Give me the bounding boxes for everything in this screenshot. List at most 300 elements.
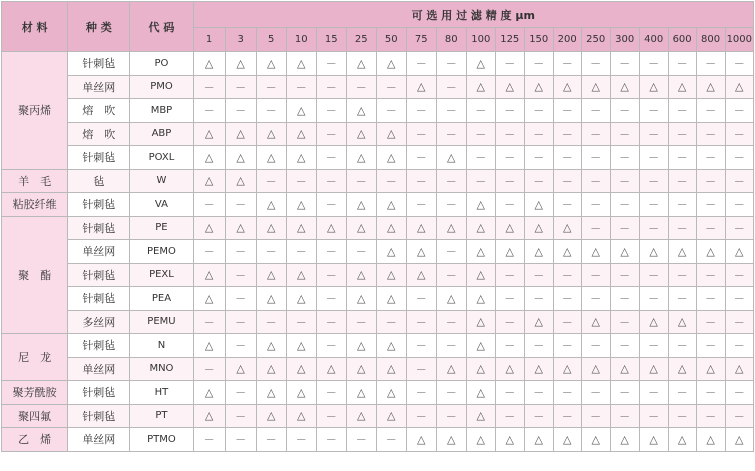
type-cell: 针刺毡 [68,52,130,76]
availability-cell: － [725,310,753,334]
availability-cell: － [610,99,639,123]
availability-cell: － [436,381,466,405]
availability-cell: － [524,99,553,123]
availability-cell: △ [346,334,376,358]
availability-cell: △ [524,216,553,240]
availability-cell: － [316,169,346,193]
availability-cell: － [524,404,553,428]
availability-cell: － [286,169,316,193]
availability-cell: △ [286,334,316,358]
precision-header-cell: 200 [553,28,581,52]
availability-cell: － [286,428,316,452]
availability-cell: － [316,287,346,311]
availability-cell: － [286,310,316,334]
availability-cell: － [406,169,436,193]
availability-cell: △ [436,146,466,170]
availability-cell: △ [286,99,316,123]
availability-cell: △ [524,357,553,381]
availability-cell: △ [524,428,553,452]
availability-cell: － [193,193,225,217]
availability-cell: － [725,381,753,405]
availability-cell: － [610,287,639,311]
availability-cell: △ [668,310,696,334]
availability-cell: － [524,52,553,76]
availability-cell: － [696,99,725,123]
availability-cell: △ [725,240,753,264]
availability-cell: － [406,146,436,170]
availability-cell: － [225,334,256,358]
precision-header-cell: 125 [495,28,524,52]
availability-cell: △ [696,75,725,99]
type-cell: 针刺毡 [68,263,130,287]
availability-cell: － [610,334,639,358]
availability-cell: △ [316,216,346,240]
availability-cell: － [581,169,610,193]
availability-cell: － [639,146,668,170]
availability-cell: － [316,240,346,264]
availability-cell: － [725,216,753,240]
availability-cell: △ [256,357,286,381]
availability-cell: △ [225,146,256,170]
availability-cell: － [668,146,696,170]
availability-cell: － [346,310,376,334]
availability-cell: － [553,334,581,358]
availability-cell: － [639,122,668,146]
availability-cell: △ [316,357,346,381]
availability-cell: △ [346,381,376,405]
availability-cell: － [436,404,466,428]
availability-cell: － [581,216,610,240]
availability-cell: △ [256,216,286,240]
availability-cell: △ [406,263,436,287]
availability-cell: － [610,310,639,334]
availability-cell: △ [225,169,256,193]
availability-cell: － [225,310,256,334]
type-cell: 单丝网 [68,75,130,99]
material-cell: 尼 龙 [2,334,68,381]
availability-cell: △ [346,263,376,287]
availability-cell: － [193,310,225,334]
availability-cell: △ [466,334,495,358]
availability-cell: △ [466,216,495,240]
availability-cell: △ [581,310,610,334]
availability-cell: － [376,169,406,193]
availability-cell: △ [639,240,668,264]
availability-cell: － [553,310,581,334]
availability-cell: △ [725,428,753,452]
availability-cell: △ [256,381,286,405]
availability-cell: － [466,122,495,146]
availability-cell: － [524,122,553,146]
availability-cell: △ [286,404,316,428]
code-cell: PEMO [130,240,193,264]
availability-cell: － [524,169,553,193]
availability-cell: － [316,381,346,405]
availability-cell: － [495,263,524,287]
availability-cell: － [610,122,639,146]
code-cell: MNO [130,357,193,381]
availability-cell: △ [436,216,466,240]
availability-cell: △ [406,216,436,240]
availability-cell: △ [610,357,639,381]
availability-cell: － [553,146,581,170]
availability-cell: △ [406,240,436,264]
availability-cell: － [316,146,346,170]
table-row [2,310,754,334]
availability-cell: － [639,99,668,123]
table-row [2,216,754,240]
table-row [2,428,754,452]
availability-cell: △ [696,428,725,452]
availability-cell: △ [553,240,581,264]
availability-cell: － [193,75,225,99]
availability-cell: － [256,75,286,99]
type-cell: 多丝网 [68,310,130,334]
availability-cell: － [696,404,725,428]
precision-header-cell: 150 [524,28,553,52]
filter-precision-table [1,1,754,452]
availability-cell: － [610,404,639,428]
precision-header-cell: 15 [316,28,346,52]
availability-cell: － [725,99,753,123]
code-cell: PTMO [130,428,193,452]
table-row [2,357,754,381]
availability-cell: － [553,122,581,146]
availability-cell: － [639,52,668,76]
table-row [2,404,754,428]
availability-cell: － [466,146,495,170]
availability-cell: － [376,310,406,334]
availability-cell: △ [376,287,406,311]
availability-cell: △ [256,193,286,217]
availability-cell: △ [639,310,668,334]
table-row [2,240,754,264]
availability-cell: － [668,216,696,240]
availability-cell: － [436,263,466,287]
availability-cell: △ [346,404,376,428]
availability-cell: － [316,52,346,76]
availability-cell: △ [466,310,495,334]
availability-cell: － [668,334,696,358]
availability-cell: － [610,169,639,193]
availability-cell: － [436,310,466,334]
availability-cell: － [316,75,346,99]
availability-cell: － [668,193,696,217]
availability-cell: － [553,404,581,428]
code-cell: PEMU [130,310,193,334]
availability-cell: － [406,381,436,405]
availability-cell: △ [466,287,495,311]
availability-cell: △ [193,122,225,146]
code-cell: PEXL [130,263,193,287]
availability-cell: － [406,287,436,311]
availability-cell: － [466,169,495,193]
type-cell: 针刺毡 [68,287,130,311]
availability-cell: － [696,334,725,358]
precision-header-cell: 600 [668,28,696,52]
availability-cell: △ [346,287,376,311]
precision-header-cell: 1000 [725,28,753,52]
availability-cell: △ [581,240,610,264]
availability-cell: － [193,357,225,381]
availability-cell: △ [639,357,668,381]
availability-cell: － [610,52,639,76]
availability-cell: － [668,381,696,405]
availability-cell: △ [376,216,406,240]
availability-cell: － [286,75,316,99]
availability-cell: △ [466,75,495,99]
availability-cell: － [256,169,286,193]
material-cell: 聚 酯 [2,216,68,334]
code-cell: PEA [130,287,193,311]
availability-cell: △ [668,357,696,381]
header-material: 材 料 [2,2,68,52]
availability-cell: － [581,193,610,217]
availability-cell: － [436,75,466,99]
availability-cell: － [696,287,725,311]
code-cell: POXL [130,146,193,170]
availability-cell: △ [553,357,581,381]
availability-cell: － [495,122,524,146]
code-cell: PMO [130,75,193,99]
code-cell: VA [130,193,193,217]
availability-cell: △ [436,357,466,381]
availability-cell: － [256,310,286,334]
availability-cell: △ [495,216,524,240]
precision-header-cell: 800 [696,28,725,52]
availability-cell: △ [286,122,316,146]
availability-cell: － [668,287,696,311]
precision-header-cell: 50 [376,28,406,52]
availability-cell: △ [286,52,316,76]
availability-cell: △ [225,52,256,76]
availability-cell: △ [376,193,406,217]
availability-cell: － [524,381,553,405]
availability-cell: △ [256,263,286,287]
availability-cell: △ [225,357,256,381]
availability-cell: △ [193,404,225,428]
availability-cell: △ [668,75,696,99]
code-cell: PE [130,216,193,240]
availability-cell: △ [193,381,225,405]
availability-cell: － [668,52,696,76]
availability-cell: － [639,381,668,405]
material-cell: 聚四氟 [2,404,68,428]
availability-cell: － [524,287,553,311]
availability-cell: － [316,122,346,146]
availability-cell: △ [286,146,316,170]
type-cell: 针刺毡 [68,146,130,170]
table-row [2,193,754,217]
availability-cell: － [639,169,668,193]
availability-cell: － [436,193,466,217]
availability-cell: △ [286,193,316,217]
availability-cell: － [581,404,610,428]
availability-cell: － [639,404,668,428]
precision-header-cell: 100 [466,28,495,52]
availability-cell: △ [346,357,376,381]
availability-cell: △ [406,75,436,99]
code-cell: MBP [130,99,193,123]
type-cell: 针刺毡 [68,381,130,405]
table-row [2,263,754,287]
availability-cell: － [466,99,495,123]
availability-cell: － [725,287,753,311]
availability-cell: － [495,146,524,170]
availability-cell: － [406,404,436,428]
availability-cell: － [436,334,466,358]
availability-cell: △ [610,428,639,452]
table-row [2,287,754,311]
availability-cell: － [193,428,225,452]
availability-cell: △ [286,263,316,287]
material-cell: 羊 毛 [2,169,68,193]
availability-cell: － [668,122,696,146]
availability-cell: － [725,52,753,76]
availability-cell: △ [286,287,316,311]
code-cell: W [130,169,193,193]
availability-cell: △ [668,240,696,264]
availability-cell: － [610,193,639,217]
availability-cell: － [553,381,581,405]
availability-cell: － [610,263,639,287]
availability-cell: － [225,193,256,217]
availability-cell: △ [376,146,406,170]
availability-cell: △ [346,193,376,217]
availability-cell: － [376,99,406,123]
availability-cell: － [316,428,346,452]
type-cell: 单丝网 [68,428,130,452]
availability-cell: △ [193,263,225,287]
availability-cell: △ [376,263,406,287]
availability-cell: － [495,310,524,334]
availability-cell: △ [376,240,406,264]
availability-cell: △ [193,334,225,358]
precision-header-cell: 400 [639,28,668,52]
precision-header-cell: 5 [256,28,286,52]
availability-cell: △ [286,381,316,405]
availability-cell: － [436,240,466,264]
availability-cell: △ [225,216,256,240]
availability-cell: △ [553,75,581,99]
availability-cell: － [581,99,610,123]
availability-cell: － [610,381,639,405]
availability-cell: － [696,122,725,146]
availability-cell: － [696,193,725,217]
availability-cell: － [225,263,256,287]
availability-cell: － [495,404,524,428]
type-cell: 针刺毡 [68,216,130,240]
availability-cell: － [406,357,436,381]
availability-cell: － [668,263,696,287]
availability-cell: － [346,75,376,99]
availability-cell: △ [193,216,225,240]
availability-cell: △ [696,240,725,264]
code-cell: ABP [130,122,193,146]
availability-cell: － [553,52,581,76]
availability-cell: △ [466,193,495,217]
availability-cell: △ [376,381,406,405]
availability-cell: △ [524,193,553,217]
type-cell: 单丝网 [68,357,130,381]
table-row [2,381,754,405]
availability-cell: － [346,240,376,264]
availability-cell: － [725,122,753,146]
availability-cell: － [495,381,524,405]
availability-cell: － [696,310,725,334]
availability-cell: △ [193,146,225,170]
availability-cell: △ [376,334,406,358]
availability-cell: － [495,52,524,76]
type-cell: 熔 吹 [68,122,130,146]
availability-cell: △ [495,357,524,381]
availability-cell: － [553,263,581,287]
availability-cell: △ [406,428,436,452]
availability-cell: △ [610,75,639,99]
precision-header-cell: 1 [193,28,225,52]
availability-cell: － [581,122,610,146]
table-row [2,146,754,170]
availability-cell: － [581,146,610,170]
availability-cell: － [524,334,553,358]
availability-cell: △ [725,75,753,99]
availability-cell: △ [256,334,286,358]
availability-cell: － [406,122,436,146]
availability-cell: △ [553,428,581,452]
availability-cell: － [495,193,524,217]
availability-cell: △ [376,404,406,428]
availability-cell: － [256,240,286,264]
availability-cell: － [725,146,753,170]
code-cell: N [130,334,193,358]
availability-cell: △ [466,381,495,405]
availability-cell: － [581,52,610,76]
availability-cell: － [436,122,466,146]
availability-cell: － [696,216,725,240]
header-precision-title: 可 选 用 过 滤 精 度 μm [193,2,753,28]
availability-cell: △ [256,146,286,170]
availability-cell: △ [466,263,495,287]
availability-cell: △ [466,404,495,428]
availability-cell: △ [376,122,406,146]
availability-cell: － [193,240,225,264]
availability-cell: △ [495,428,524,452]
availability-cell: － [316,193,346,217]
availability-cell: △ [466,240,495,264]
precision-header-cell: 10 [286,28,316,52]
availability-cell: － [581,381,610,405]
availability-cell: △ [193,287,225,311]
availability-cell: － [225,75,256,99]
availability-cell: － [316,263,346,287]
availability-cell: － [316,334,346,358]
availability-cell: － [725,263,753,287]
precision-header-cell: 3 [225,28,256,52]
availability-cell: － [668,169,696,193]
type-cell: 针刺毡 [68,334,130,358]
availability-cell: － [406,334,436,358]
availability-cell: － [495,334,524,358]
table-row [2,75,754,99]
availability-cell: △ [256,122,286,146]
availability-cell: － [553,99,581,123]
availability-cell: － [553,193,581,217]
material-cell: 聚芳酰胺 [2,381,68,405]
availability-cell: △ [495,75,524,99]
availability-cell: － [225,428,256,452]
availability-cell: － [639,287,668,311]
availability-cell: △ [256,52,286,76]
